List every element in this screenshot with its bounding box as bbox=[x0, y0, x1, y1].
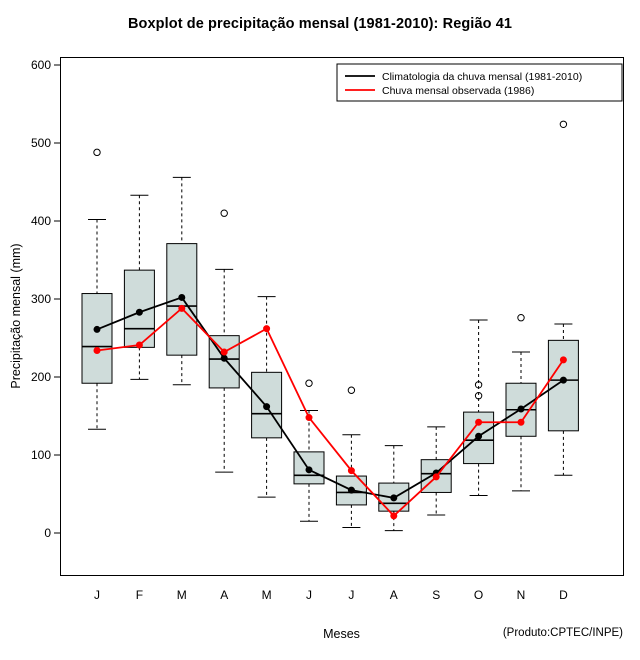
x-tick-label: M bbox=[261, 588, 272, 602]
series-point bbox=[94, 326, 100, 332]
series-point bbox=[433, 474, 439, 480]
y-tick-label: 400 bbox=[30, 214, 51, 228]
page-title: Boxplot de precipitação mensal (1981-2010): Região 41 bbox=[127, 16, 513, 32]
y-tick-label: 300 bbox=[30, 292, 51, 306]
series-layer bbox=[94, 294, 566, 518]
series-point bbox=[264, 404, 270, 410]
y-axis-title: Precipitação mensal (mm) bbox=[9, 243, 23, 389]
series-point bbox=[179, 305, 185, 311]
series-point bbox=[560, 357, 566, 363]
box-outlier bbox=[560, 121, 566, 127]
y-tick-label: 500 bbox=[30, 136, 51, 150]
legend-label: Climatologia da chuva mensal (1981-2010) bbox=[382, 71, 583, 83]
boxplot-box bbox=[464, 320, 494, 496]
box-iqr bbox=[548, 340, 578, 430]
series-point bbox=[518, 419, 524, 425]
boxplot-boxes bbox=[82, 121, 578, 531]
x-tick-label: J bbox=[348, 588, 355, 602]
series-point bbox=[94, 347, 100, 353]
boxplot-box bbox=[548, 121, 578, 475]
x-tick-label: A bbox=[220, 588, 229, 602]
x-tick-label: D bbox=[559, 588, 568, 602]
series-point bbox=[179, 294, 185, 300]
series-point bbox=[136, 309, 142, 315]
box-outlier bbox=[94, 149, 100, 155]
series-point bbox=[348, 468, 354, 474]
x-tick-label: A bbox=[389, 588, 398, 602]
series-point bbox=[136, 342, 142, 348]
series-point bbox=[306, 467, 312, 473]
y-tick-label: 600 bbox=[30, 58, 51, 72]
series-point bbox=[391, 513, 397, 519]
series-point bbox=[221, 355, 227, 361]
series-point bbox=[221, 349, 227, 355]
box-outlier bbox=[306, 380, 312, 386]
series-point bbox=[264, 326, 270, 332]
box-outlier bbox=[518, 315, 524, 321]
x-axis bbox=[94, 588, 568, 602]
series-point bbox=[391, 495, 397, 501]
box-iqr bbox=[82, 294, 112, 384]
x-tick-label: N bbox=[516, 588, 526, 602]
credit-annotation: (Produto:CPTEC/INPE) bbox=[502, 627, 623, 639]
x-tick-label: J bbox=[94, 588, 100, 602]
boxplot-box bbox=[167, 177, 197, 384]
boxplot-box bbox=[124, 195, 154, 379]
x-tick-label: M bbox=[176, 588, 187, 602]
boxplot-box bbox=[294, 380, 324, 521]
legend bbox=[337, 64, 622, 101]
box-outlier bbox=[221, 210, 227, 216]
x-axis-title: Meses bbox=[323, 627, 360, 641]
series-point bbox=[348, 487, 354, 493]
boxplot-box bbox=[82, 149, 112, 429]
series-point bbox=[518, 406, 524, 412]
series-point bbox=[476, 419, 482, 425]
series-point bbox=[476, 433, 482, 439]
x-tick-label: O bbox=[473, 588, 484, 602]
y-tick-label: 200 bbox=[30, 370, 51, 384]
y-tick-label: 0 bbox=[44, 526, 51, 540]
x-tick-label: J bbox=[306, 588, 312, 602]
legend-label: Chuva mensal observada (1986) bbox=[382, 85, 535, 97]
box-outlier bbox=[348, 387, 354, 393]
y-tick-label: 100 bbox=[30, 448, 51, 462]
series-point bbox=[306, 415, 312, 421]
x-tick-label: S bbox=[432, 588, 441, 602]
x-tick-label: F bbox=[135, 588, 144, 602]
series-point bbox=[560, 377, 566, 383]
y-axis bbox=[31, 58, 60, 540]
